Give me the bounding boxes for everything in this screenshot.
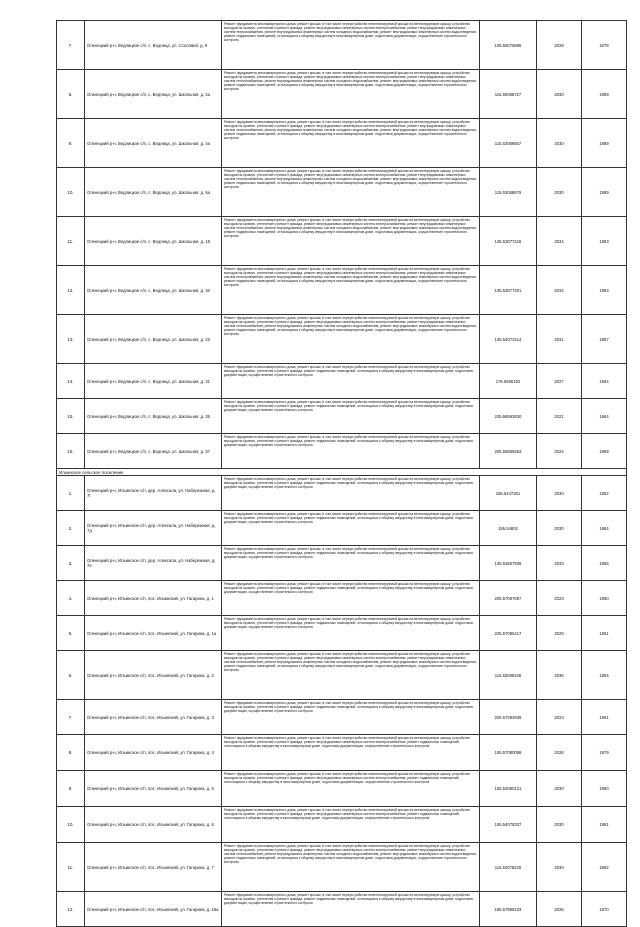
works-cell: Ремонт фундамента многоквартирного дома, ремонт крыши, в том числе переустройство невентилируемой крыши на вентилируемую крышу, устройство выходов на кровлю, утепление и ремонт фасада, ремонт внутридомовых инженерных систем электроснабжения, ремонт внутридомовых инженерных систем теплоснабжения, ремонт внутридомовых инженерных систем холодного водоснабжения, ремонт внутридомовых инженерных систем водоотведения, ремонт подвальных помещений, относящихся к общему имуществу в многоквартирном доме, подготовка документации, осуществление строительного контроля	[222, 21, 480, 70]
works-cell: Ремонт фундамента многоквартирного дома, ремонт крыши, в том числе переустройство невентилируемой крыши на вентилируемую крышу, устройство выходов на кровлю, утепление и ремонт фасада, ремонт внутридомовых инженерных систем электроснабжения, ремонт внутридомовых инженерных систем теплоснабжения, ремонт внутридомовых инженерных систем холодного водоснабжения, ремонт внутридомовых инженерных систем водоотведения, ремонт подвальных помещений, относящихся к общему имуществу в многоквартирном доме, подготовка документации, осуществление строительного контроля	[222, 168, 480, 217]
table-row	[57, 266, 627, 315]
value-cell: 115.53068679	[480, 168, 537, 217]
address-cell: Оленецкий р-н, Ильинское с/п, пос. Ильинский, ул. Гагарина, д. 16а	[85, 892, 222, 927]
planned-year-cell: 2030	[537, 771, 582, 807]
address-cell: Оленецкий р-н, Ильинское с/п, дер. Алексала, ул. Набережная, д. 7д	[85, 511, 222, 546]
address-cell: Оленецкий р-н, Ильинское с/п, пос. Ильинский, ул. Гагарина, д. 1	[85, 581, 222, 616]
row-number: 8.	[57, 735, 85, 771]
built-year-cell: 1964	[582, 399, 627, 434]
value-cell: 155.54078337	[480, 807, 537, 843]
row-number: 8.	[57, 70, 85, 119]
planned-year-cell: 2030	[537, 843, 582, 892]
works-cell: Ремонт фундамента многоквартирного дома, ремонт крыши, в том числе переустройство невентилируемой крыши на вентилируемую крышу, устройство выходов на кровлю, утепление и ремонт фасада, ремонт подвальных помещений, относящихся к общему имуществу в многоквартирном доме, подготовка документации, осуществление строительного контроля	[222, 892, 480, 927]
address-cell: Оленецкий р-н, Ильинское с/п, пос. Ильинский, ул. Гагарина, д. 3	[85, 700, 222, 735]
works-cell: Ремонт фундамента многоквартирного дома, ремонт крыши, в том числе переустройство невентилируемой крыши на вентилируемую крышу, устройство выходов на кровлю, утепление и ремонт фасада, ремонт внутридомовых инженерных систем электроснабжения, ремонт внутридомовых инженерных систем теплоснабжения, ремонт внутридомовых инженерных систем холодного водоснабжения, ремонт внутридомовых инженерных систем водоотведения, ремонт подвальных помещений, относящихся к общему имуществу в многоквартирном доме, подготовка документации, осуществление строительного контроля	[222, 266, 480, 315]
address-cell: Оленецкий р-н, Ведлицкое с/п, с. Ведлица, ул. Школьная, д. 6а	[85, 168, 222, 217]
works-cell: Ремонт фундамента многоквартирного дома, ремонт крыши, в том числе переустройство невентилируемой крыши на вентилируемую крышу, устройство выходов на кровлю, утепление и ремонт фасада, ремонт внутридомовых инженерных систем электроснабжения, ремонт внутридомовых инженерных систем теплоснабжения, ремонт внутридомовых инженерных систем холодного водоснабжения, ремонт внутридомовых инженерных систем водоотведения, ремонт подвальных помещений, относящихся к общему имуществу в многоквартирном доме, подготовка документации, осуществление строительного контроля	[222, 651, 480, 700]
works-cell: Ремонт фундамента многоквартирного дома, ремонт крыши, в том числе переустройство невентилируемой крыши на вентилируемую крышу, устройство выходов на кровлю, утепление и ремонт фасада, ремонт подвальных помещений, относящихся к общему имуществу в многоквартирном доме, подготовка документации, осуществление строительного контроля	[222, 700, 480, 735]
address-cell: Оленецкий р-н, Ильинское с/п, дер. Алексала, ул. Набережная, д. 7е	[85, 546, 222, 581]
table-row	[57, 892, 627, 927]
value-cell: 155.54802	[480, 511, 537, 546]
address-cell: Оленецкий р-н, Ильинское с/п, дер. Алексала, ул. Набережная, д. 7г	[85, 476, 222, 511]
row-number: 6.	[57, 651, 85, 700]
works-cell: Ремонт фундамента многоквартирного дома, ремонт крыши, в том числе переустройство невентилируемой крыши на вентилируемую крышу, устройство выходов на кровлю, утепление и ремонт фасада, ремонт внутридомовых инженерных систем электроснабжения, ремонт подвальных помещений, относящихся к общему имуществу в многоквартирном доме, подготовка документации, осуществление строительного контроля	[222, 771, 480, 807]
works-cell: Ремонт фундамента многоквартирного дома, ремонт крыши, в том числе переустройство невентилируемой крыши на вентилируемую крышу, устройство выходов на кровлю, утепление и ремонт фасада, ремонт внутридомовых инженерных систем электроснабжения, ремонт внутридомовых инженерных систем теплоснабжения, ремонт внутридомовых инженерных систем холодного водоснабжения, ремонт внутридомовых инженерных систем водоотведения, ремонт подвальных помещений, относящихся к общему имуществу в многоквартирном доме, подготовка документации, осуществление строительного контроля	[222, 843, 480, 892]
row-number: 3.	[57, 546, 85, 581]
built-year-cell: 1994	[582, 651, 627, 700]
row-number: 12.	[57, 266, 85, 315]
built-year-cell: 1961	[582, 700, 627, 735]
address-cell: Оленецкий р-н, Ведлицкое с/п, с. Ведлица, ул. Школьная, д. 23	[85, 315, 222, 364]
planned-year-cell: 2034	[537, 266, 582, 315]
works-cell: Ремонт фундамента многоквартирного дома, ремонт крыши, в том числе переустройство невентилируемой крыши на вентилируемую крышу, устройство выходов на кровлю, утепление и ремонт фасада, ремонт подвальных помещений, относящихся к общему имуществу в многоквартирном доме, подготовка документации, осуществление строительного контроля	[222, 364, 480, 399]
planned-year-cell: 2026	[537, 892, 582, 927]
built-year-cell: 1979	[582, 735, 627, 771]
planned-year-cell: 2030	[537, 70, 582, 119]
built-year-cell: 1969	[582, 434, 627, 469]
planned-year-cell: 2023	[537, 700, 582, 735]
row-number: 11.	[57, 843, 85, 892]
row-number: 13.	[57, 315, 85, 364]
value-cell: 115.54078220	[480, 843, 537, 892]
row-number: 9.	[57, 119, 85, 168]
row-number: 5.	[57, 616, 85, 651]
row-number: 7.	[57, 700, 85, 735]
works-cell: Ремонт фундамента многоквартирного дома, ремонт крыши, в том числе переустройство невентилируемой крыши на вентилируемую крышу, устройство выходов на кровлю, утепление и ремонт фасада, ремонт подвальных помещений, относящихся к общему имуществу в многоквартирном доме, подготовка документации, осуществление строительного контроля	[222, 581, 480, 616]
works-cell: Ремонт фундамента многоквартирного дома, ремонт крыши, в том числе переустройство невентилируемой крыши на вентилируемую крышу, устройство выходов на кровлю, утепление и ремонт фасада, ремонт внутридомовых инженерных систем электроснабжения, ремонт внутридомовых инженерных систем теплоснабжения, ремонт внутридомовых инженерных систем холодного водоснабжения, ремонт внутридомовых инженерных систем водоотведения, ремонт подвальных помещений, относящихся к общему имуществу в многоквартирном доме, подготовка документации, осуществление строительного контроля	[222, 119, 480, 168]
built-year-cell: 1961	[582, 616, 627, 651]
built-year-cell: 1987	[582, 315, 627, 364]
row-number: 2.	[57, 511, 85, 546]
table-row	[57, 771, 627, 807]
address-cell: Оленецкий р-н, Ильинское с/п, пос. Ильинский, ул. Гагарина, д. 4	[85, 735, 222, 771]
planned-year-cell: 2030	[537, 476, 582, 511]
works-cell: Ремонт фундамента многоквартирного дома, ремонт крыши, в том числе переустройство невентилируемой крыши на вентилируемую крышу, устройство выходов на кровлю, утепление и ремонт фасада, ремонт внутридомовых инженерных систем электроснабжения, ремонт подвальных помещений, относящихся к общему имуществу в многоквартирном доме, подготовка документации, осуществление строительного контроля	[222, 807, 480, 843]
value-cell: 135.53667936	[480, 546, 537, 581]
table-row	[57, 651, 627, 700]
value-cell: 225.56593830	[480, 399, 537, 434]
value-cell: 155.54080121	[480, 771, 537, 807]
row-number: 10.	[57, 168, 85, 217]
works-cell: Ремонт фундамента многоквартирного дома, ремонт крыши, в том числе переустройство невентилируемой крыши на вентилируемую крышу, устройство выходов на кровлю, утепление и ремонт фасада, ремонт внутридомовых инженерных систем электроснабжения, ремонт внутридомовых инженерных систем теплоснабжения, ремонт внутридомовых инженерных систем холодного водоснабжения, ремонт внутридомовых инженерных систем водоотведения, ремонт подвальных помещений, относящихся к общему имуществу в многоквартирном доме, подготовка документации, осуществление строительного контроля	[222, 217, 480, 266]
table-row	[57, 843, 627, 892]
table-row	[57, 546, 627, 581]
table-row	[57, 217, 627, 266]
row-number: 11.	[57, 217, 85, 266]
value-cell: 135.53077415	[480, 217, 537, 266]
planned-year-cell: 2030	[537, 119, 582, 168]
table-row	[57, 21, 627, 70]
address-cell: Оленецкий р-н, Ведлицкое с/п, с. Ведлица, ул. Школьная, д. 2а	[85, 70, 222, 119]
value-cell: 155.5447251	[480, 476, 537, 511]
address-cell: Оленецкий р-н, Ильинское с/п, пос. Ильинский, ул. Гагарина, д. 2	[85, 651, 222, 700]
address-cell: Оленецкий р-н, Ведлицкое с/п, с. Ведлица, ул. Школьная, д. 4а	[85, 119, 222, 168]
table-row	[57, 616, 627, 651]
works-cell: Ремонт фундамента многоквартирного дома, ремонт крыши, в том числе переустройство невентилируемой крыши на вентилируемую крышу, устройство выходов на кровлю, утепление и ремонт фасада, ремонт подвальных помещений, относящихся к общему имуществу в многоквартирном доме, подготовка документации, осуществление строительного контроля	[222, 511, 480, 546]
works-cell: Ремонт фундамента многоквартирного дома, ремонт крыши, в том числе переустройство невентилируемой крыши на вентилируемую крышу, устройство выходов на кровлю, утепление и ремонт фасада, ремонт внутридомовых инженерных систем электроснабжения, ремонт внутридомовых инженерных систем теплоснабжения, ремонт внутридомовых инженерных систем холодного водоснабжения, ремонт внутридомовых инженерных систем водоотведения, ремонт подвальных помещений, относящихся к общему имуществу в многоквартирном доме, подготовка документации, осуществление строительного контроля	[222, 70, 480, 119]
planned-year-cell: 2020	[537, 616, 582, 651]
row-number: 9.	[57, 771, 85, 807]
works-cell: Ремонт фундамента многоквартирного дома, ремонт крыши, в том числе переустройство невентилируемой крыши на вентилируемую крышу, устройство выходов на кровлю, утепление и ремонт фасада, ремонт подвальных помещений, относящихся к общему имуществу в многоквартирном доме, подготовка документации, осуществление строительного контроля	[222, 434, 480, 469]
works-cell: Ремонт фундамента многоквартирного дома, ремонт крыши, в том числе переустройство невентилируемой крыши на вентилируемую крышу, устройство выходов на кровлю, утепление и ремонт фасада, ремонт внутридомовых инженерных систем электроснабжения, ремонт подвальных помещений, относящихся к общему имуществу в многоквартирном доме, подготовка документации, осуществление строительного контроля	[222, 735, 480, 771]
row-number: 4.	[57, 581, 85, 616]
planned-year-cell: 2036	[537, 651, 582, 700]
row-number: 15.	[57, 399, 85, 434]
row-number: 10.	[57, 807, 85, 843]
value-cell: 176.5556192	[480, 364, 537, 399]
value-cell: 205.57097697	[480, 581, 537, 616]
planned-year-cell: 2026	[537, 735, 582, 771]
built-year-cell: 1989	[582, 119, 627, 168]
table-row	[57, 735, 627, 771]
table-row	[57, 511, 627, 546]
built-year-cell: 1960	[582, 581, 627, 616]
table-row	[57, 434, 627, 469]
section-header-row	[57, 469, 627, 476]
planned-year-cell: 2033	[537, 546, 582, 581]
address-cell: Оленецкий р-н, Ведлицкое с/п, с. Ведлица, ул. Школьная, д. 20	[85, 266, 222, 315]
address-cell: Оленецкий р-н, Ильинское с/п, пос. Ильинский, ул. Гагарина, д. 1а	[85, 616, 222, 651]
built-year-cell: 1984	[582, 511, 627, 546]
built-year-cell: 1983	[582, 266, 627, 315]
planned-year-cell: 2034	[537, 217, 582, 266]
planned-year-cell: 2024	[537, 434, 582, 469]
value-cell: 135.54073414	[480, 315, 537, 364]
planned-year-cell: 2021	[537, 399, 582, 434]
table-row	[57, 581, 627, 616]
works-cell: Ремонт фундамента многоквартирного дома, ремонт крыши, в том числе переустройство невентилируемой крыши на вентилируемую крышу, устройство выходов на кровлю, утепление и ремонт фасада, ремонт подвальных помещений, относящихся к общему имуществу в многоквартирном доме, подготовка документации, осуществление строительного контроля	[222, 476, 480, 511]
planned-year-cell: 2023	[537, 581, 582, 616]
table-row	[57, 807, 627, 843]
address-cell: Оленецкий р-н, Ведлицкое с/п, с. Ведлица, ул. Школьная, д. 37	[85, 434, 222, 469]
planned-year-cell: 2027	[537, 364, 582, 399]
value-cell: 105.55076865	[480, 21, 537, 70]
built-year-cell: 1981	[582, 807, 627, 843]
built-year-cell: 1964	[582, 364, 627, 399]
built-year-cell: 1986	[582, 546, 627, 581]
planned-year-cell: 2031	[537, 315, 582, 364]
row-number: 14.	[57, 364, 85, 399]
planned-year-cell: 2030	[537, 168, 582, 217]
planned-year-cell: 2030	[537, 511, 582, 546]
table-row	[57, 315, 627, 364]
value-cell: 155.57080088	[480, 735, 537, 771]
built-year-cell: 1989	[582, 168, 627, 217]
address-cell: Оленецкий р-н, Ильинское с/п, пос. Ильинский, ул. Гагарина, д. 7	[85, 843, 222, 892]
row-number: 12.	[57, 892, 85, 927]
works-cell: Ремонт фундамента многоквартирного дома, ремонт крыши, в том числе переустройство невентилируемой крыши на вентилируемую крышу, устройство выходов на кровлю, утепление и ремонт фасада, ремонт подвальных помещений, относящихся к общему имуществу в многоквартирном доме, подготовка документации, осуществление строительного контроля	[222, 546, 480, 581]
document-page	[56, 20, 614, 927]
built-year-cell: 1989	[582, 70, 627, 119]
works-cell: Ремонт фундамента многоквартирного дома, ремонт крыши, в том числе переустройство невентилируемой крыши на вентилируемую крышу, устройство выходов на кровлю, утепление и ремонт фасада, ремонт подвальных помещений, относящихся к общему имуществу в многоквартирном доме, подготовка документации, осуществление строительного контроля	[222, 616, 480, 651]
value-cell: 185.57886103	[480, 892, 537, 927]
value-cell: 115.53068438	[480, 651, 537, 700]
row-number: 1.	[57, 476, 85, 511]
table-row	[57, 364, 627, 399]
built-year-cell: 1983	[582, 217, 627, 266]
value-cell: 135.53077401	[480, 266, 537, 315]
address-cell: Оленецкий р-н, Ильинское с/п, пос. Ильинский, ул. Гагарина, д. 6	[85, 807, 222, 843]
capital-repair-table	[56, 20, 627, 927]
value-cell: 205.56588453	[480, 434, 537, 469]
address-cell: Оленецкий р-н, Ведлицкое с/п, с. Ведлица, ул. Ссоловей, д. 9	[85, 21, 222, 70]
built-year-cell: 1978	[582, 21, 627, 70]
section-title: Ильинское сельское поселение	[57, 469, 627, 476]
works-cell: Ремонт фундамента многоквартирного дома, ремонт крыши, в том числе переустройство невентилируемой крыши на вентилируемую крышу, устройство выходов на кровлю, утепление и ремонт фасада, ремонт подвальных помещений, относящихся к общему имуществу в многоквартирном доме, подготовка документации, осуществление строительного контроля	[222, 399, 480, 434]
built-year-cell: 1980	[582, 771, 627, 807]
table-body	[57, 21, 627, 927]
value-cell: 115.53068657	[480, 119, 537, 168]
table-row	[57, 168, 627, 217]
value-cell: 205.57094939	[480, 700, 537, 735]
planned-year-cell: 2030	[537, 807, 582, 843]
address-cell: Оленецкий р-н, Ведлицкое с/п, с. Ведлица, ул. Школьная, д. 31	[85, 364, 222, 399]
row-number: 7.	[57, 21, 85, 70]
built-year-cell: 1982	[582, 476, 627, 511]
planned-year-cell: 2028	[537, 21, 582, 70]
table-row	[57, 119, 627, 168]
table-row	[57, 70, 627, 119]
built-year-cell: 1982	[582, 843, 627, 892]
row-number: 16.	[57, 434, 85, 469]
address-cell: Оленецкий р-н, Ильинское с/п, пос. Ильинский, ул. Гагарина, д. 5	[85, 771, 222, 807]
value-cell: 225.57095417	[480, 616, 537, 651]
table-row	[57, 476, 627, 511]
address-cell: Оленецкий р-н, Ведлицкое с/п, с. Ведлица, ул. Школьная, д. 35	[85, 399, 222, 434]
built-year-cell: 1970	[582, 892, 627, 927]
table-row	[57, 399, 627, 434]
address-cell: Оленецкий р-н, Ведлицкое с/п, с. Ведлица, ул. Школьная, д. 18	[85, 217, 222, 266]
works-cell: Ремонт фундамента многоквартирного дома, ремонт крыши, в том числе переустройство невентилируемой крыши на вентилируемую крышу, устройство выходов на кровлю, утепление и ремонт фасада, ремонт внутридомовых инженерных систем электроснабжения, ремонт внутридомовых инженерных систем теплоснабжения, ремонт внутридомовых инженерных систем холодного водоснабжения, ремонт внутридомовых инженерных систем водоотведения, ремонт подвальных помещений, относящихся к общему имуществу в многоквартирном доме, подготовка документации, осуществление строительного контроля	[222, 315, 480, 364]
value-cell: 115.50068727	[480, 70, 537, 119]
table-row	[57, 700, 627, 735]
